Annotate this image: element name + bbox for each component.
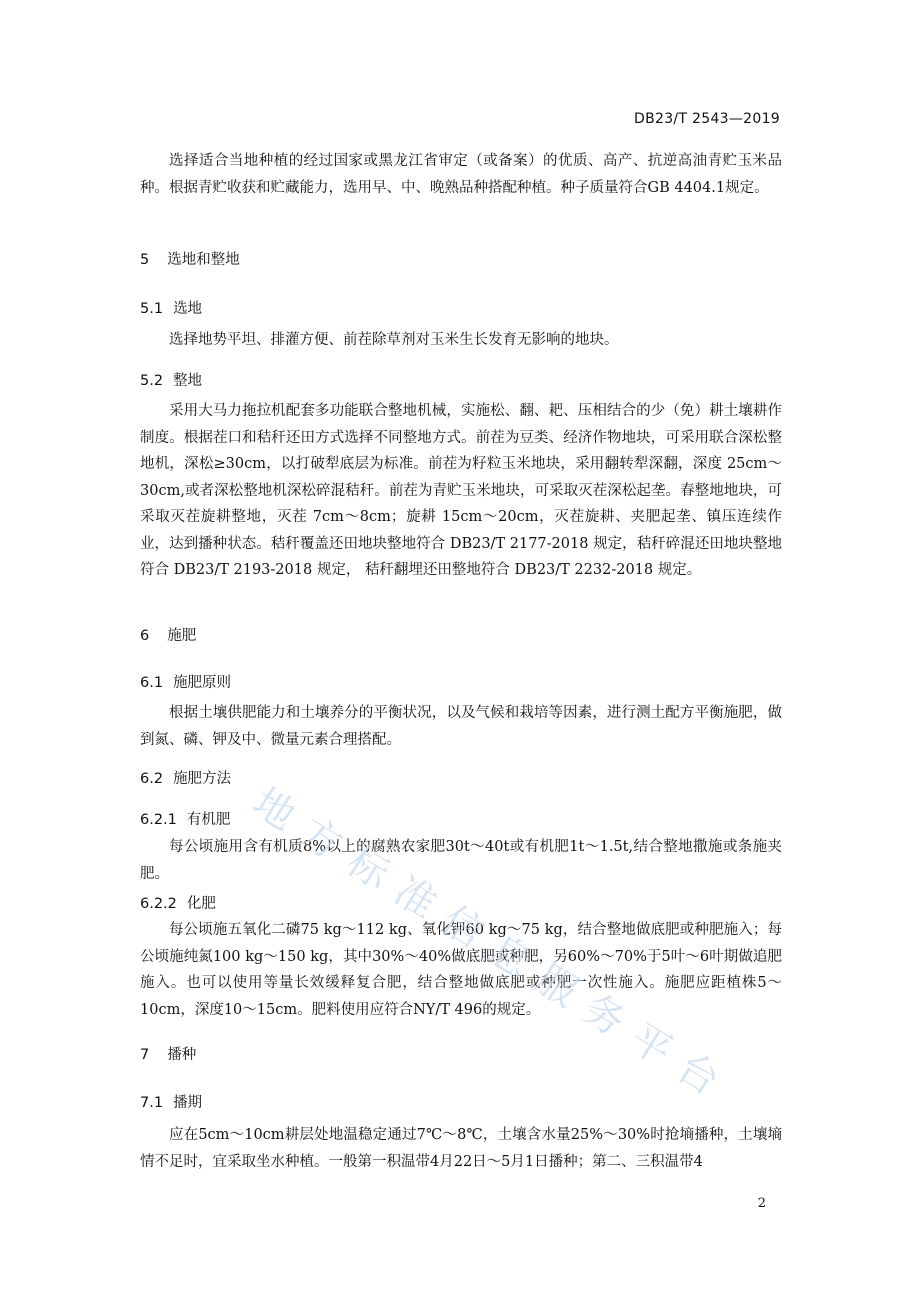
section-number: 6.2.2 <box>140 896 177 912</box>
section-heading-6-2-1 <box>140 808 230 829</box>
paragraph-fertilization-principle: 根据土壤供肥能力和土壤养分的平衡状况，以及气候和栽培等因素，进行测土配方平衡施肥，做到氮、磷、钾及中、微量元素合理搭配。 <box>140 705 782 748</box>
page-number: 2 <box>757 1196 766 1211</box>
section-number: 7.1 <box>140 1095 164 1111</box>
section-title: 选地和整地 <box>167 252 240 268</box>
section-title: 施肥方法 <box>173 771 232 787</box>
section-number: 6 <box>140 628 150 644</box>
paragraph-site-selection: 选择地势平坦、排灌方便、前茬除草剂对玉米生长发育无影响的地块。 <box>169 332 619 348</box>
section-title: 播期 <box>173 1095 203 1111</box>
section-number: 5.2 <box>140 373 164 389</box>
section-title: 有机肥 <box>186 812 231 828</box>
section-heading-6 <box>140 624 196 645</box>
section-title: 化肥 <box>186 896 216 912</box>
standard-code: DB23/T 2543—2019 <box>634 111 780 127</box>
paragraph-land-preparation: 采用大马力拖拉机配套多功能联合整地机械，实施松、翻、耙、压相结合的少（免）耕土壤耕作制度。根据茬口和秸秆还田方式选择不同整地方式。前茬为豆类、经济作物地块，可采用联合深松整地机，深松≥30cm，以打破犁底层为标准。前茬为籽粒玉米地块，采用翻转犁深翻，深度 25cm～30cm,或者深松整地机深松碎混秸秆。前茬为青贮玉米地块，可采取灭茬深松起垄。春整地地块，可采取灭茬旋耕整地，灭茬 7cm～8cm；旋耕 15cm～20cm，灭茬旋耕、夹肥起垄、镇压连续作业，达到播种状态。秸秆覆盖还田地块整地符合 DB23/T 2177-2018 规定，秸秆碎混还田地块整地符合 DB23/T 2193-2018 规定， 秸秆翻埋还田整地符合 DB23/T 2232-2018 规定。 <box>140 403 782 578</box>
section-heading-5-1 <box>140 297 202 318</box>
section-title: 整地 <box>173 373 203 389</box>
section-number: 7 <box>140 1047 150 1063</box>
watermark-text: 地方标准信息服务平台 <box>244 779 728 1105</box>
section-number: 5.1 <box>140 301 164 317</box>
section-title: 施肥 <box>167 628 197 644</box>
section-title: 选地 <box>173 301 203 317</box>
section-title: 施肥原则 <box>173 675 232 691</box>
section-heading-6-2-2 <box>140 892 216 913</box>
section-title: 播种 <box>167 1047 197 1063</box>
section-number: 6.1 <box>140 675 164 691</box>
section-heading-7 <box>140 1043 196 1064</box>
section-number: 6.2.1 <box>140 812 177 828</box>
section-heading-5-2 <box>140 369 202 390</box>
paragraph-sowing-date: 应在5cm～10cm耕层处地温稳定通过7℃～8℃，土壤含水量25%～30%时抢墒播种，土壤墒情不足时，宜采取坐水种植。一般第一积温带4月22日～5月1日播种；第二、三积温带4 <box>140 1127 782 1170</box>
paragraph-organic-fertilizer: 每公顷施用含有机质8%以上的腐熟农家肥30t～40t或有机肥1t～1.5t,结合整地撒施或条施夹肥。 <box>140 839 782 882</box>
section-heading-5 <box>140 248 240 269</box>
section-heading-6-1 <box>140 671 231 692</box>
section-number: 5 <box>140 252 150 268</box>
section-number: 6.2 <box>140 771 164 787</box>
section-heading-7-1 <box>140 1091 202 1112</box>
paragraph-variety-selection: 选择适合当地种植的经过国家或黑龙江省审定（或备案）的优质、高产、抗逆高油青贮玉米品种。根据青贮收获和贮藏能力，选用早、中、晚熟品种搭配种植。种子质量符合GB 4404.1规定。 <box>140 153 782 196</box>
section-heading-6-2 <box>140 767 231 788</box>
paragraph-chemical-fertilizer: 每公顷施五氧化二磷75 kg～112 kg、氧化钾60 kg～75 kg，结合整地做底肥或种肥施入；每公顷施纯氮100 kg～150 kg，其中30%～40%做底肥或种肥，另60%～70%于5叶～6叶期做追肥施入。也可以使用等量长效缓释复合肥，结合整地做底肥或种肥一次性施入。施肥应距植株5～10cm，深度10～15cm。肥料使用应符合NY/T 496的规定。 <box>140 922 782 1018</box>
